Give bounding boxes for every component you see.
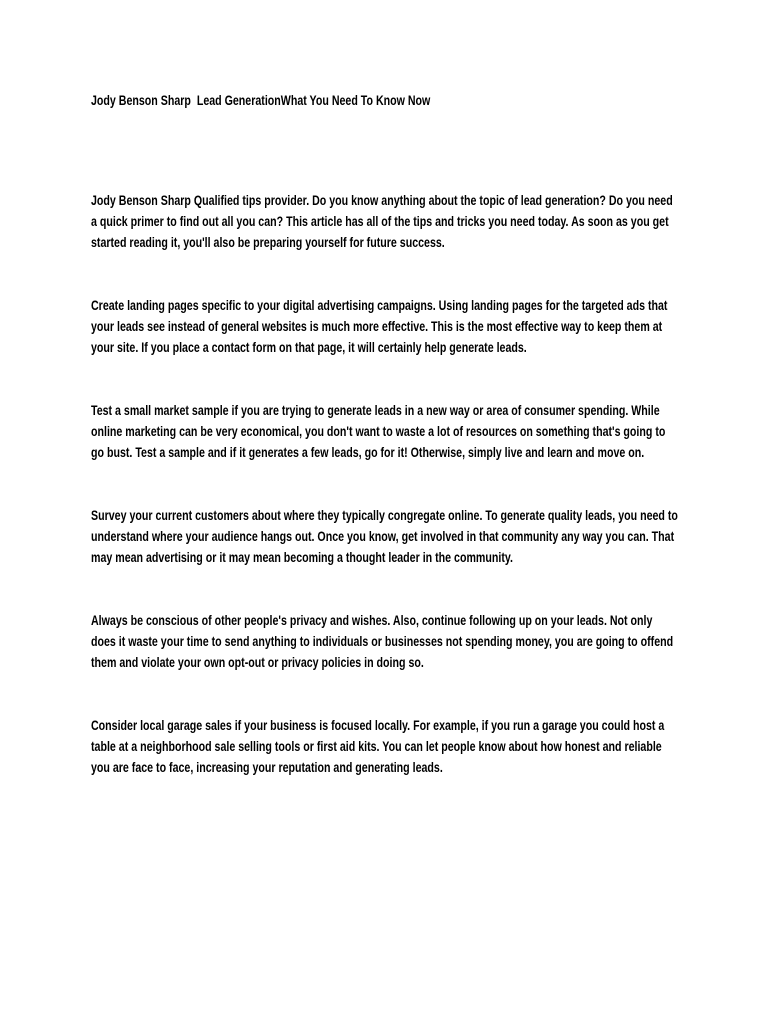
document-title: Jody Benson Sharp Lead GenerationWhat You Need To Know Now — [91, 92, 431, 108]
document-content — [91, 90, 680, 820]
paragraph-intro: Jody Benson Sharp Qualified tips provider. Do you know anything about the topic of lead generation? Do you need a quick primer to find out all you can? This article has all of the tips and tricks you need today. As soon as you get started reading it, you'll also be preparing yourself for future success. — [91, 192, 673, 250]
paragraph-landing-pages: Create landing pages specific to your digital advertising campaigns. Using landing pages for the targeted ads that your leads see instead of general websites is much more effective. This is the most effective way to keep them at your site. If you place a contact form on that page, it will certainly help generate leads. — [91, 297, 668, 355]
paragraph-survey-customers: Survey your current customers about where they typically congregate online. To generate quality leads, you need to understand where your audience hangs out. Once you know, get involved in that community any way you can. That may mean advertising or it may mean becoming a thought leader in the community. — [91, 507, 678, 565]
paragraph-market-sample: Test a small market sample if you are trying to generate leads in a new way or area of consumer spending. While online marketing can be very economical, you don't want to waste a lot of resources on something that's going to go bust. Test a sample and if it generates a few leads, go for it! Otherwise, simply live and learn and move on. — [91, 402, 666, 460]
paragraph-privacy: Always be conscious of other people's privacy and wishes. Also, continue following up on your leads. Not only does it waste your time to send anything to individuals or businesses not spending money, you are going to offend them and violate your own opt-out or privacy policies in doing so. — [91, 612, 674, 670]
paragraph-garage-sales: Consider local garage sales if your business is focused locally. For example, if you run a garage you could host a table at a neighborhood sale selling tools or first aid kits. You can let people know about how honest and reliable you are face to face, increasing your reputation and generating leads. — [91, 717, 665, 775]
